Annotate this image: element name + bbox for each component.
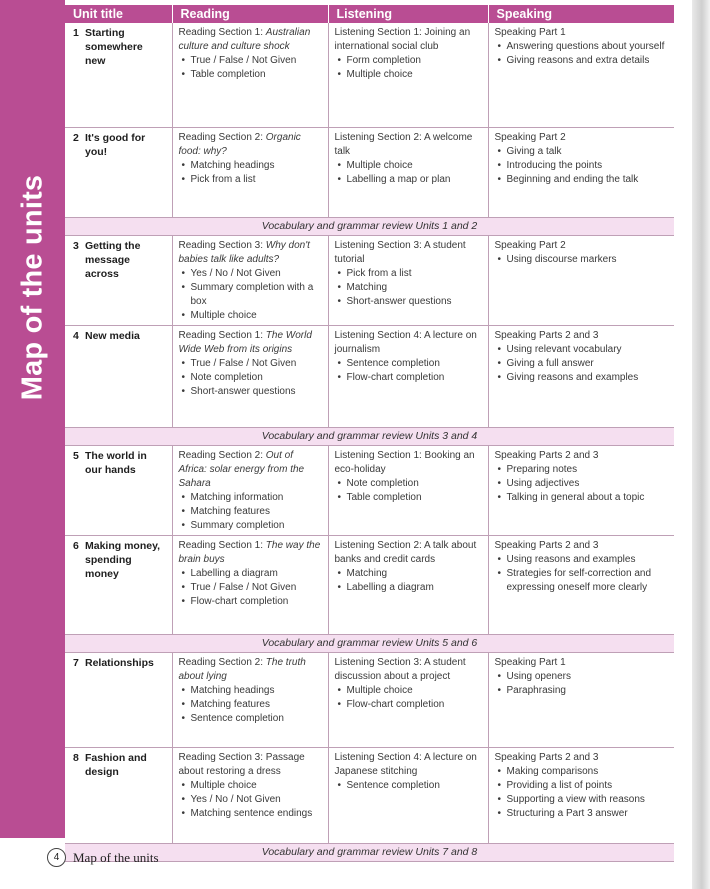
unit-title-cell — [65, 445, 172, 535]
unit-number: 4 — [73, 329, 79, 342]
listening-title-text: Listening Section 2: A welcome talk — [334, 131, 473, 157]
listening-task-list — [335, 54, 482, 82]
speaking-task-item: • Preparing notes — [495, 463, 669, 477]
speaking-cell — [488, 652, 674, 747]
reading-title — [179, 131, 322, 159]
review-label: Vocabulary and grammar review Units 5 and 6 — [65, 634, 674, 652]
unit-title: The world in our hands — [85, 449, 147, 476]
listening-task-list — [335, 267, 482, 309]
listening-title — [335, 329, 482, 357]
speaking-task-item: • Making comparisons — [495, 765, 669, 779]
unit-row — [65, 23, 674, 127]
speaking-task-list — [495, 765, 669, 821]
speaking-cell — [488, 235, 674, 325]
reading-task-item: • Flow-chart completion — [179, 595, 322, 609]
listening-task-item: • Form completion — [335, 54, 482, 68]
speaking-task-list — [495, 253, 669, 267]
listening-task-list — [335, 567, 482, 595]
listening-title — [335, 656, 482, 684]
reading-title-text: Reading Section 3: — [178, 239, 266, 251]
listening-task-item: • Flow-chart completion — [335, 698, 482, 712]
reading-task-list — [179, 567, 322, 609]
reading-title — [179, 449, 322, 491]
reading-title-text: Reading Section 2: — [178, 131, 266, 143]
listening-task-item: • Flow-chart completion — [335, 371, 482, 385]
speaking-title-text: Speaking Parts 2 and 3 — [494, 329, 599, 341]
reading-task-item: • Yes / No / Not Given — [179, 267, 322, 281]
reading-task-item: • Table completion — [179, 68, 322, 82]
speaking-title — [495, 26, 669, 40]
listening-cell — [328, 127, 488, 217]
speaking-task-list — [495, 463, 669, 505]
page-edge-shadow — [692, 0, 710, 889]
reading-task-item: • Matching sentence endings — [179, 807, 322, 821]
reading-task-item: • Matching information — [179, 491, 322, 505]
listening-title-text: Listening Section 3: A student discussion about a project — [334, 656, 466, 682]
reading-title-text: Reading Section 2: — [178, 656, 266, 668]
reading-cell — [172, 23, 328, 127]
reading-task-item: • Pick from a list — [179, 173, 322, 187]
header-reading: Reading — [172, 5, 328, 23]
reading-title — [179, 329, 322, 357]
speaking-cell — [488, 535, 674, 634]
listening-cell — [328, 652, 488, 747]
page-number-badge — [47, 848, 66, 867]
listening-task-item: • Note completion — [335, 477, 482, 491]
unit-number: 3 — [73, 239, 79, 252]
unit-title-cell — [65, 652, 172, 747]
reading-title — [179, 539, 322, 567]
header-speaking: Speaking — [488, 5, 674, 23]
reading-cell — [172, 652, 328, 747]
speaking-task-item: • Structuring a Part 3 answer — [495, 807, 669, 821]
unit-number: 1 — [73, 27, 79, 39]
reading-cell — [172, 747, 328, 843]
reading-task-item: • Summary completion with a box — [179, 281, 322, 309]
review-label: Vocabulary and grammar review Units 3 and 4 — [65, 427, 674, 445]
reading-title-text: Reading Section 1: — [178, 27, 266, 38]
listening-task-item: • Matching — [335, 281, 482, 295]
units-table-body — [65, 23, 674, 861]
reading-task-item: • True / False / Not Given — [179, 581, 322, 595]
speaking-title — [495, 751, 669, 765]
speaking-task-list — [495, 670, 669, 698]
listening-task-item: • Labelling a diagram — [335, 581, 482, 595]
speaking-title — [495, 449, 669, 463]
listening-title-text: Listening Section 1: Booking an eco-holiday — [334, 449, 475, 475]
speaking-title-text: Speaking Parts 2 and 3 — [494, 539, 599, 551]
reading-task-item: • True / False / Not Given — [179, 54, 322, 68]
reading-task-item: • Summary completion — [179, 519, 322, 533]
review-row — [65, 427, 674, 445]
table-header-row — [65, 5, 674, 23]
reading-task-item: • Matching features — [179, 505, 322, 519]
unit-title-cell — [65, 127, 172, 217]
speaking-title — [495, 656, 669, 670]
speaking-cell — [488, 325, 674, 427]
reading-task-item: • Sentence completion — [179, 712, 322, 726]
listening-task-item: • Short-answer questions — [335, 295, 482, 309]
speaking-task-item: • Answering questions about yourself — [495, 40, 669, 54]
speaking-cell — [488, 127, 674, 217]
speaking-title-text: Speaking Part 1 — [494, 656, 566, 668]
speaking-title-text: Speaking Part 2 — [494, 131, 566, 143]
speaking-task-item: • Beginning and ending the talk — [495, 173, 669, 187]
side-title-text: Map of the units — [16, 174, 49, 401]
speaking-task-list — [495, 145, 669, 187]
reading-title-text-italic: Why don't babies talk like adults? — [178, 239, 310, 265]
speaking-title-text: Speaking Parts 2 and 3 — [494, 751, 599, 763]
reading-cell — [172, 235, 328, 325]
listening-title-text: Listening Section 4: A lecture on Japanese stitching — [334, 751, 477, 777]
review-label: Vocabulary and grammar review Units 7 and 8 — [65, 843, 674, 861]
unit-number: 5 — [73, 449, 79, 462]
unit-title-cell — [65, 235, 172, 325]
listening-title-text: Listening Section 4: A lecture on journalism — [334, 329, 477, 355]
reading-title-text: Reading Section 1: — [178, 539, 266, 551]
reading-cell — [172, 535, 328, 634]
listening-task-list — [335, 779, 482, 793]
speaking-task-item: • Supporting a view with reasons — [495, 793, 669, 807]
footer-label: Map of the units — [73, 849, 159, 865]
review-row — [65, 217, 674, 235]
side-band — [0, 0, 65, 838]
reading-task-item: • True / False / Not Given — [179, 357, 322, 371]
reading-task-item: • Yes / No / Not Given — [179, 793, 322, 807]
reading-task-item: • Multiple choice — [179, 309, 322, 323]
speaking-task-item: • Giving reasons and examples — [495, 371, 669, 385]
reading-task-list — [179, 54, 322, 82]
listening-title — [335, 131, 482, 159]
listening-cell — [328, 23, 488, 127]
reading-task-list — [179, 779, 322, 821]
listening-title-text: Listening Section 2: A talk about banks and credit cards — [334, 539, 477, 565]
unit-title: Relationships — [85, 656, 154, 669]
listening-title-text: Listening Section 3: A student tutorial — [334, 239, 466, 265]
reading-task-item: • Labelling a diagram — [179, 567, 322, 581]
speaking-cell — [488, 747, 674, 843]
review-row — [65, 634, 674, 652]
side-title — [10, 170, 55, 405]
speaking-task-list — [495, 343, 669, 385]
reading-title-text: Reading Section 3: Passage about restoring a dress — [178, 751, 305, 777]
speaking-task-item: • Giving a full answer — [495, 357, 669, 371]
unit-row — [65, 747, 674, 843]
reading-task-item: • Multiple choice — [179, 779, 322, 793]
speaking-task-item: • Using openers — [495, 670, 669, 684]
speaking-title-text: Speaking Part 1 — [494, 27, 566, 38]
reading-title-text-italic: Out of Africa: solar energy from the Sahara — [178, 449, 305, 489]
unit-title-cell — [65, 325, 172, 427]
listening-task-list — [335, 684, 482, 712]
reading-cell — [172, 325, 328, 427]
listening-task-item: • Multiple choice — [335, 684, 482, 698]
speaking-title-text: Speaking Parts 2 and 3 — [494, 449, 599, 461]
reading-title — [179, 656, 322, 684]
listening-title-text: Listening Section 1: Joining an international social club — [334, 27, 471, 52]
reading-title-text-italic: The truth about lying — [178, 656, 306, 682]
listening-title — [335, 539, 482, 567]
listening-task-item: • Sentence completion — [335, 357, 482, 371]
speaking-title — [495, 539, 669, 553]
reading-title-text-italic: The World Wide Web from its origins — [178, 329, 312, 355]
listening-cell — [328, 325, 488, 427]
unit-row — [65, 127, 674, 217]
speaking-cell — [488, 445, 674, 535]
unit-number: 7 — [73, 656, 79, 669]
listening-task-list — [335, 477, 482, 505]
listening-cell — [328, 535, 488, 634]
reading-task-item: • Matching features — [179, 698, 322, 712]
speaking-task-item: • Using discourse markers — [495, 253, 669, 267]
unit-title: It's good for you! — [85, 131, 146, 158]
reading-title — [179, 26, 322, 54]
reading-task-list — [179, 491, 322, 533]
speaking-title-text: Speaking Part 2 — [494, 239, 566, 251]
speaking-task-item: • Paraphrasing — [495, 684, 669, 698]
unit-title: Starting somewhere new — [85, 27, 143, 67]
speaking-cell — [488, 23, 674, 127]
reading-title-text-italic: Organic food: why? — [178, 131, 301, 157]
speaking-title — [495, 329, 669, 343]
speaking-task-item: • Using adjectives — [495, 477, 669, 491]
unit-title-cell — [65, 747, 172, 843]
listening-title — [335, 751, 482, 779]
reading-task-list — [179, 159, 322, 187]
reading-title-text-italic: Australian culture and culture shock — [178, 27, 311, 52]
reading-task-list — [179, 357, 322, 399]
speaking-title — [495, 131, 669, 145]
speaking-task-list — [495, 553, 669, 595]
listening-cell — [328, 235, 488, 325]
reading-title — [179, 751, 322, 779]
speaking-task-item: • Strategies for self-correction and expressing oneself more clearly — [495, 567, 669, 595]
unit-number: 6 — [73, 539, 79, 552]
speaking-task-item: • Talking in general about a topic — [495, 491, 669, 505]
unit-row — [65, 445, 674, 535]
reading-title-text-italic: The way the brain buys — [178, 539, 321, 565]
listening-cell — [328, 747, 488, 843]
listening-title — [335, 449, 482, 477]
speaking-task-item: • Giving reasons and extra details — [495, 54, 669, 68]
reading-cell — [172, 127, 328, 217]
unit-title-cell — [65, 23, 172, 127]
header-unit-title: Unit title — [65, 5, 172, 23]
listening-task-list — [335, 159, 482, 187]
listening-task-item: • Multiple choice — [335, 68, 482, 82]
listening-title — [335, 239, 482, 267]
reading-title-text: Reading Section 1: — [178, 329, 266, 341]
listening-task-item: • Sentence completion — [335, 779, 482, 793]
reading-title-text: Reading Section 2: — [178, 449, 266, 461]
speaking-task-item: • Using reasons and examples — [495, 553, 669, 567]
listening-task-item: • Pick from a list — [335, 267, 482, 281]
reading-title — [179, 239, 322, 267]
listening-title — [335, 26, 482, 54]
unit-number: 2 — [73, 131, 79, 144]
unit-row — [65, 325, 674, 427]
listening-cell — [328, 445, 488, 535]
unit-number: 8 — [73, 751, 79, 764]
unit-title-cell — [65, 535, 172, 634]
reading-task-item: • Note completion — [179, 371, 322, 385]
header-listening: Listening — [328, 5, 488, 23]
listening-task-item: • Labelling a map or plan — [335, 173, 482, 187]
page-number: 4 — [53, 852, 60, 863]
unit-row — [65, 235, 674, 325]
speaking-task-item: • Providing a list of points — [495, 779, 669, 793]
unit-title: Getting the message across — [85, 239, 141, 280]
unit-row — [65, 535, 674, 634]
reading-task-list — [179, 267, 322, 323]
unit-title: New media — [85, 329, 140, 342]
speaking-title — [495, 239, 669, 253]
listening-task-item: • Table completion — [335, 491, 482, 505]
review-label: Vocabulary and grammar review Units 1 and 2 — [65, 217, 674, 235]
speaking-task-list — [495, 40, 669, 68]
unit-row — [65, 652, 674, 747]
unit-title: Fashion and design — [85, 751, 147, 778]
units-table — [65, 5, 674, 862]
unit-title: Making money, spending money — [85, 539, 161, 580]
speaking-task-item: • Introducing the points — [495, 159, 669, 173]
reading-task-list — [179, 684, 322, 726]
reading-task-item: • Matching headings — [179, 684, 322, 698]
reading-task-item: • Matching headings — [179, 159, 322, 173]
listening-task-item: • Multiple choice — [335, 159, 482, 173]
reading-task-item: • Short-answer questions — [179, 385, 322, 399]
page-footer — [47, 848, 159, 867]
reading-cell — [172, 445, 328, 535]
speaking-task-item: • Giving a talk — [495, 145, 669, 159]
listening-task-list — [335, 357, 482, 385]
listening-task-item: • Matching — [335, 567, 482, 581]
speaking-task-item: • Using relevant vocabulary — [495, 343, 669, 357]
